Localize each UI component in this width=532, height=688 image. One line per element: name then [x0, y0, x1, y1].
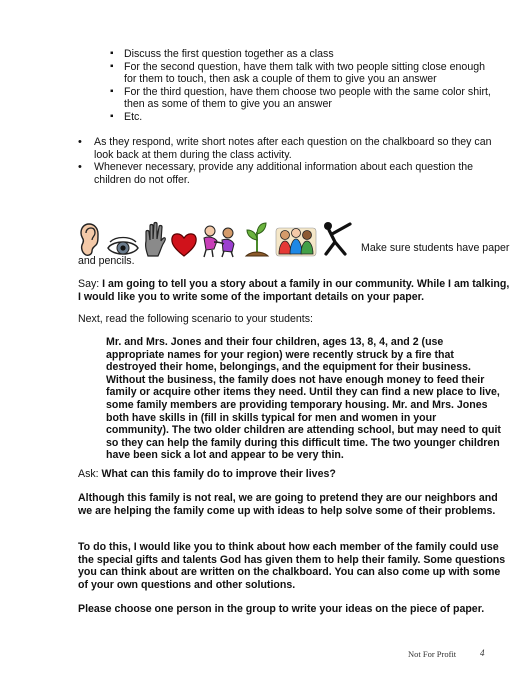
gifts-paragraph: To do this, I would like you to think about how each member of the family could use the special gifts and talents God has given them to help their family. Some questions you can think about are written on the chalkboard. You can also come up with some of your own questions and other solutions. — [78, 541, 506, 591]
next-instruction: Next, read the following scenario to your students: — [78, 313, 313, 325]
bullet-list — [78, 136, 508, 186]
sub-bullet-list — [110, 48, 500, 124]
pretend-paragraph: Although this family is not real, we are going to pretend they are our neighbors and we are helping the family come up with ideas to help solve some of their problems. — [78, 492, 498, 517]
choose-writer-paragraph: Please choose one person in the group to write your ideas on the piece of paper. — [78, 603, 485, 615]
list-item: ▪ Discuss the first question together as a class — [110, 48, 500, 61]
supplies-instruction: Make sure students have paper and pencils. — [78, 242, 510, 267]
footer-text: Not For Profit — [408, 649, 457, 659]
list-item: ▪ Etc. — [110, 111, 500, 124]
list-item: • Whenever necessary, provide any additional information about each question the children do not offer. — [78, 161, 508, 186]
say-paragraph: Say: I am going to tell you a story about a family in our community. While I am talking, I would like you to write some of the important details on your paper. — [78, 278, 510, 303]
list-item: • As they respond, write short notes after each question on the chalkboard so they can look back at them during the class activity. — [78, 136, 508, 161]
page-number: 4 — [480, 648, 485, 658]
list-item: ▪ For the third question, have them choose two people with the same color shirt, then as some of them to give you an answer — [110, 86, 500, 111]
list-item: ▪ For the second question, have them talk with two people sitting close enough for them to touch, then ask a couple of them to give you an answer — [110, 61, 500, 86]
scenario-text: Mr. and Mrs. Jones and their four children, ages 13, 8, 4, and 2 (use appropriate names for your region) were recently struck by a fire that destroyed their home, belongings, and the equipment for their business. Without the business, the family does not have enough money to feed their family or acquire other items they need. Until they can find a new place to live, some family members are providing temporary housing. Mr. and Mrs. Jones both have skills in (fill in skills typical for men and women in your community). The two older children are attending school, but may need to quit so they can help the family during this difficult time. The two younger children have been sick a lot and appear to be very thin. — [106, 336, 501, 462]
ask-paragraph: Ask: What can this family do to improve their lives? — [78, 468, 336, 480]
